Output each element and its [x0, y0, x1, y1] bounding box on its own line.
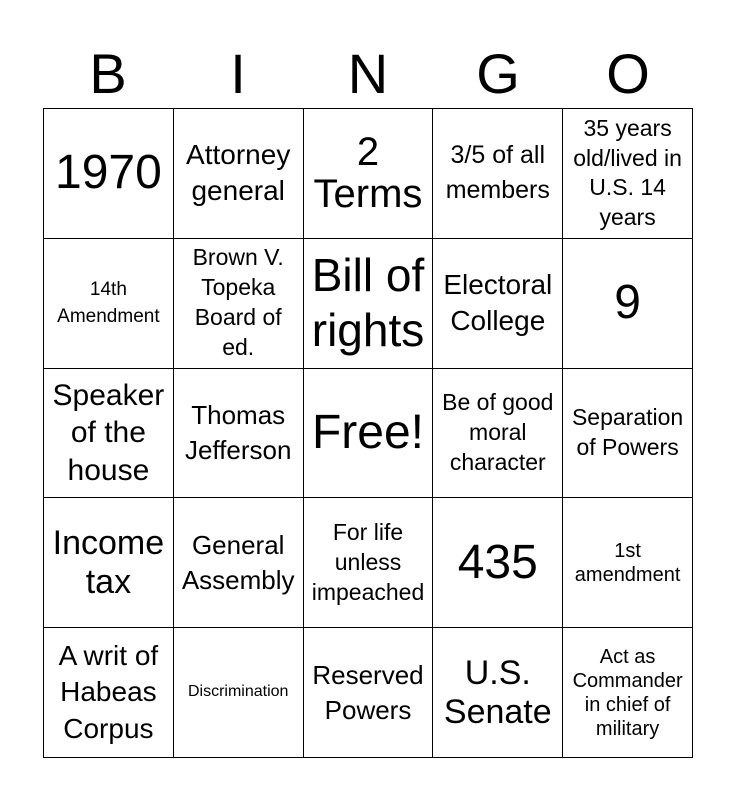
cell-label: Bill of rights [311, 249, 425, 357]
cell-label: 435 [457, 535, 538, 589]
cell-label: Separation of Powers [571, 404, 684, 460]
bingo-cell-r1-c2[interactable] [174, 109, 304, 239]
bingo-cell-r3-c1[interactable] [44, 369, 174, 499]
header-letter-n: N [347, 42, 389, 105]
cell-label: Income tax [52, 523, 165, 601]
cell-label: 2 Terms [313, 130, 423, 217]
cell-label: Discrimination [187, 683, 289, 701]
bingo-cell-r3-c4[interactable] [433, 369, 563, 499]
bingo-cell-r2-c2[interactable] [174, 239, 304, 369]
cell-label: 35 years old/lived in U.S. 14 years [573, 114, 682, 231]
bingo-cell-r2-c3[interactable] [304, 239, 434, 369]
bingo-cell-r2-c4[interactable] [433, 239, 563, 369]
bingo-cell-r5-c3[interactable] [304, 628, 434, 758]
cell-label: U.S. Senate [443, 653, 552, 731]
bingo-cell-r3-c3-free[interactable] [304, 369, 434, 499]
bingo-cell-r4-c2[interactable] [174, 498, 304, 628]
cell-label: 1st amendment [574, 539, 681, 586]
cell-label: Brown V. Topeka Board of ed. [192, 244, 284, 361]
cell-label: Thomas Jefferson [184, 399, 292, 465]
bingo-cell-r2-c1[interactable] [44, 239, 174, 369]
cell-label: 9 [614, 276, 641, 329]
bingo-cell-r3-c5[interactable] [563, 369, 693, 499]
header-letter-i: I [230, 42, 246, 105]
bingo-cell-r4-c5[interactable] [563, 498, 693, 628]
bingo-cell-r3-c2[interactable] [174, 369, 304, 499]
bingo-cell-r1-c1[interactable] [44, 109, 174, 239]
header-letter-o: O [606, 42, 650, 105]
cell-label: A writ of Habeas Corpus [58, 640, 159, 744]
bingo-board [43, 108, 693, 758]
bingo-cell-r5-c5[interactable] [563, 628, 693, 758]
cell-label: Speaker of the house [52, 378, 165, 487]
bingo-cell-r1-c4[interactable] [433, 109, 563, 239]
cell-label: Attorney general [186, 139, 291, 207]
bingo-header [43, 40, 693, 108]
bingo-cell-r2-c5[interactable] [563, 239, 693, 369]
bingo-cell-r1-c5[interactable] [563, 109, 693, 239]
cell-label: Reserved Powers [312, 659, 424, 725]
bingo-cell-r5-c2[interactable] [174, 628, 304, 758]
bingo-cell-r1-c3[interactable] [304, 109, 434, 239]
bingo-cell-r5-c4[interactable] [433, 628, 563, 758]
cell-label: General Assembly [181, 529, 295, 595]
bingo-cell-r4-c3[interactable] [304, 498, 434, 628]
cell-label: 14th Amendment [57, 278, 160, 328]
cell-label: Be of good moral character [442, 389, 554, 475]
cell-label: Electoral College [443, 268, 553, 337]
cell-label: Free! [311, 405, 424, 459]
cell-label: For life unless impeached [311, 518, 425, 605]
header-letter-b: B [89, 42, 127, 105]
cell-label: 1970 [55, 146, 162, 200]
bingo-cell-r5-c1[interactable] [44, 628, 174, 758]
header-letter-g: G [476, 42, 520, 105]
cell-label: Act as Commander in chief of military [572, 645, 683, 740]
cell-label: 3/5 of all members [445, 141, 550, 205]
bingo-cell-r4-c4[interactable] [433, 498, 563, 628]
bingo-cell-r4-c1[interactable] [44, 498, 174, 628]
